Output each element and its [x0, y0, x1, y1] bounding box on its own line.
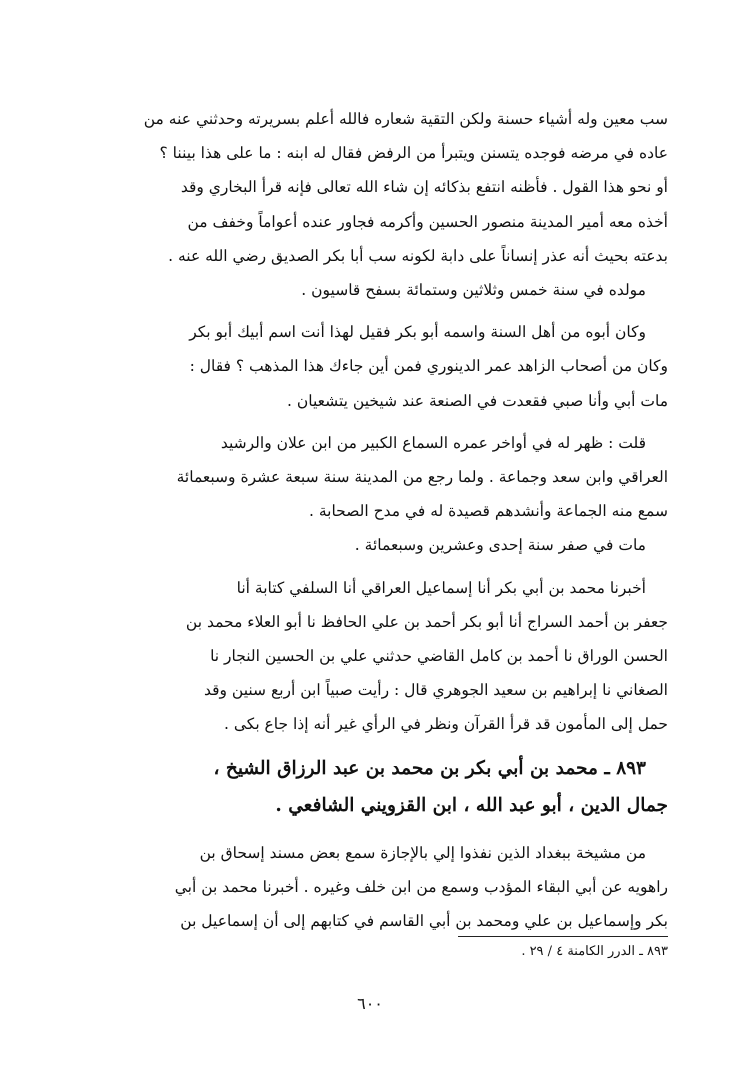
death-line: مات في صفر سنة إحدى وعشرين وسبعمائة .: [354, 536, 646, 555]
text-line: من مشيخة ببغداد الذين نفذوا إلي بالإجازة سمع بعض مسند إسحاق بن: [199, 843, 646, 862]
paragraph-1: [84, 102, 668, 273]
text-line: بكر وإسماعيل بن علي ومحمد بن أبي القاسم في كتابهم إلى أن إسماعيل بن: [180, 912, 668, 931]
text-line: وكان أبوه من أهل السنة واسمه أبو بكر فقيل لهذا أنت اسم أبيك أبو بكر: [189, 323, 646, 342]
text-line: راهويه عن أبي البقاء المؤدب وسمع من ابن خلف وغيره . أخبرنا محمد بن أبي: [174, 877, 668, 896]
text-line: سب معين وله أشياء حسنة ولكن التقية شعاره فالله أعلم بسريرته وحدثني عنه من: [143, 110, 668, 128]
text-line: عاده في مرضه فوجده يتسنن ويتبرأ من الرفض فقال له ابنه : ما على هذا بيننا ؟: [159, 144, 668, 163]
footnote: ٨٩٣ ـ الدرر الكامنة ٤ / ٢٩ .: [521, 944, 668, 959]
page-number: ٦٠٠: [357, 994, 383, 1013]
heading-line: ٨٩٣ ـ محمد بن أبي بكر بن محمد بن عبد الرزاق الشيخ ،: [213, 757, 646, 779]
text-line: حمل إلى المأمون قد قرأ القرآن ونظر في الرأي غير أنه إذا جاع بكى .: [223, 715, 668, 734]
text-line: بدعته بحيث أنه عذر إنساناً على دابة لكونه سب أبا بكر الصديق رضي الله عنه .: [168, 246, 668, 265]
text-line: أخذه معه أمير المدينة منصور الحسين وأكرمه فجاور عنده أعواماً وخفف من: [187, 212, 668, 231]
text-line: الصغاني نا إبراهيم بن سعيد الجوهري قال : رأيت صبياً ابن أربع سنين وقد: [203, 681, 668, 700]
page-body: [84, 102, 668, 938]
text-line: وكان من أصحاب الزاهد عمر الدينوري فمن أين جاءك هذا المذهب ؟ فقال :: [189, 357, 668, 376]
paragraph-5: [84, 836, 668, 939]
heading-line: جمال الدين ، أبو عبد الله ، ابن القزويني الشافعي .: [275, 794, 668, 816]
paragraph-3: [84, 426, 668, 529]
text-line: أو نحو هذا القول . فأظنه انتفع بذكائه إن شاء الله تعالى فإنه قرأ البخاري وقد: [180, 178, 668, 197]
text-line: مات أبي وأنا صبي فقعدت في الصنعة عند شيخين يتشعيان .: [287, 391, 668, 410]
footnote-divider: [458, 936, 668, 937]
text-line: سمع منه الجماعة وأنشدهم قصيدة له في مدح الصحابة .: [308, 502, 668, 521]
text-line: قلت : ظهر له في أواخر عمره السماع الكبير من ابن علان والرشيد: [220, 433, 646, 452]
text-line: العراقي وابن سعد وجماعة . ولما رجع من المدينة سنة سبعة عشرة وسبعمائة: [176, 468, 668, 487]
entry-heading: [84, 750, 668, 824]
paragraph-4: [84, 571, 668, 742]
paragraph-2: [84, 315, 668, 418]
text-line: أخبرنا محمد بن أبي بكر أنا إسماعيل العراقي أنا السلفي كتابة أنا: [236, 578, 646, 597]
text-line: جعفر بن أحمد السراج أنا أبو بكر أحمد بن علي الحافظ نا أبو العلاء محمد بن: [185, 612, 668, 631]
birth-line: مولده في سنة خمس وثلاثين وستمائة بسفح قاسيون .: [301, 281, 646, 300]
text-line: الحسن الوراق نا أحمد بن كامل القاضي حدثني علي بن الحسين النجار نا: [210, 647, 668, 666]
